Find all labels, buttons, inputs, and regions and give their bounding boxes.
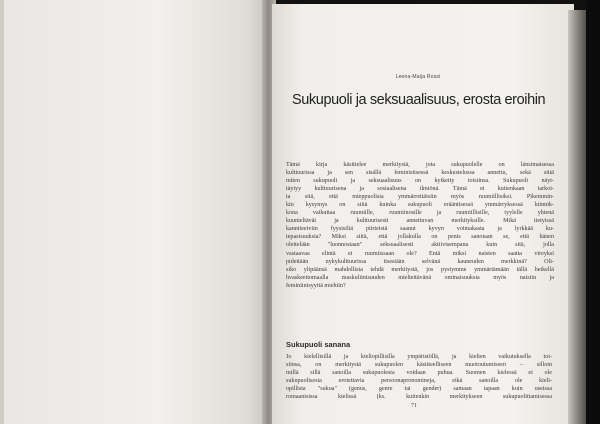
chapter-author: Leena-Maija Rossi (395, 74, 441, 80)
paragraph-line: täytyy kulttuurisena ja sosiaalisena ilmiönä. Tämä ei kuitenkaan tarkoi- (286, 186, 554, 193)
paragraph-line: miten sukupuoli ja seksuaalisuus on kytketty toisiinsa. Sukupuoli näyt- (286, 178, 554, 185)
paragraph-line: Tämä kirja käsittelee merkitystä, jota sukupuolelle on länsimaisessa (286, 162, 554, 168)
paragraph-line: hvaskeettomaalla maskuliinisuuden mieltettävänä ominaisuuksia myös naisiin ja (286, 274, 554, 281)
paragraph-line: kona vaikuttaa ruumiille, ruumiinosille ja ruumiillisille, tyylelle yhtenä (286, 210, 554, 217)
paragraph-line: kuunteltävät ja kulttuurisesti annettuvan merkityksille. Mikä tietyissä (286, 218, 554, 225)
section-paragraph (286, 353, 552, 401)
intro-paragraph (286, 161, 554, 290)
section-line: romaanisissa kielissä (ks. kuitenkin merkitykseen sukupuolittamisessa (286, 394, 552, 401)
paragraph-line: siko ylipäänsä mahdollista tehdä merkitystä, jos pystymme ymmärtämään tällä hetkellä (286, 266, 554, 273)
section-line: millä sillä sanoilla sukupuolesta voidaan puhua. Suomen kielessä ei ole (286, 370, 552, 377)
section-heading: Sukupuoli sanana (286, 340, 351, 349)
left-page (0, 0, 268, 424)
page-number: 71 (411, 403, 417, 409)
paragraph-line: ta sitä, että mieppuolisia ymmärrettäisiin myös ruumiillisiksi. Pikemmin- (286, 194, 554, 201)
paragraph-line: olettelään "luonnostaan" seksuaalisesti aktiivisempana kuin sitä, jolla (286, 242, 554, 249)
paragraph-line: pidettään nykykulttuurissa itsestään selvänä kauneuden merkkinä? Oli- (286, 258, 554, 265)
paragraph-line: kulttuurissa ja sen sisällä feministisessä keskustelussa annettu, sekä siitä (286, 170, 554, 177)
paragraph-line: tepasisuuksia? Miksi siitä, että jollakulla on penis sanotaan se, että hänen (286, 234, 554, 241)
paragraph-line: kanniteetviin fyysisiltä piirteistä saanut kyvyn voimakasta ja lyrkkää ku- (286, 226, 554, 233)
section-line: Jo kielellisillä ja kieliopillisilla ympäristöllä, ja kielten vaikutuksella toi- (286, 354, 552, 360)
left-page-edge (0, 0, 4, 424)
paragraph-line: vastaavaa elintä ei ruumiissaan ole? Entä miksi naisten saatta vireyksi (286, 250, 554, 257)
section-line: siinsa, on merkitystä sukupuolen käsitteelliseen muotoutumiseen – silloin (286, 362, 552, 369)
paragraph-line: feminiinisyyttä miehiin? (286, 282, 346, 289)
scan-background (586, 0, 600, 424)
section-line: sukupuolisesta erotettavia persoonapronomineja, eikä sanoilla ole kieli- (286, 378, 552, 385)
paragraph-line: kin kysymys on siitä kuinka sukupuoli erääntisessä ymmärryksessä kiinnik- (286, 202, 554, 209)
chapter-title: Sukupuoli ja seksuaalisuus, erosta eroihin (292, 92, 546, 108)
section-line: opillista "sukua" (genus, genre tai gender) samaan tapaan kuin useissa (286, 386, 552, 393)
